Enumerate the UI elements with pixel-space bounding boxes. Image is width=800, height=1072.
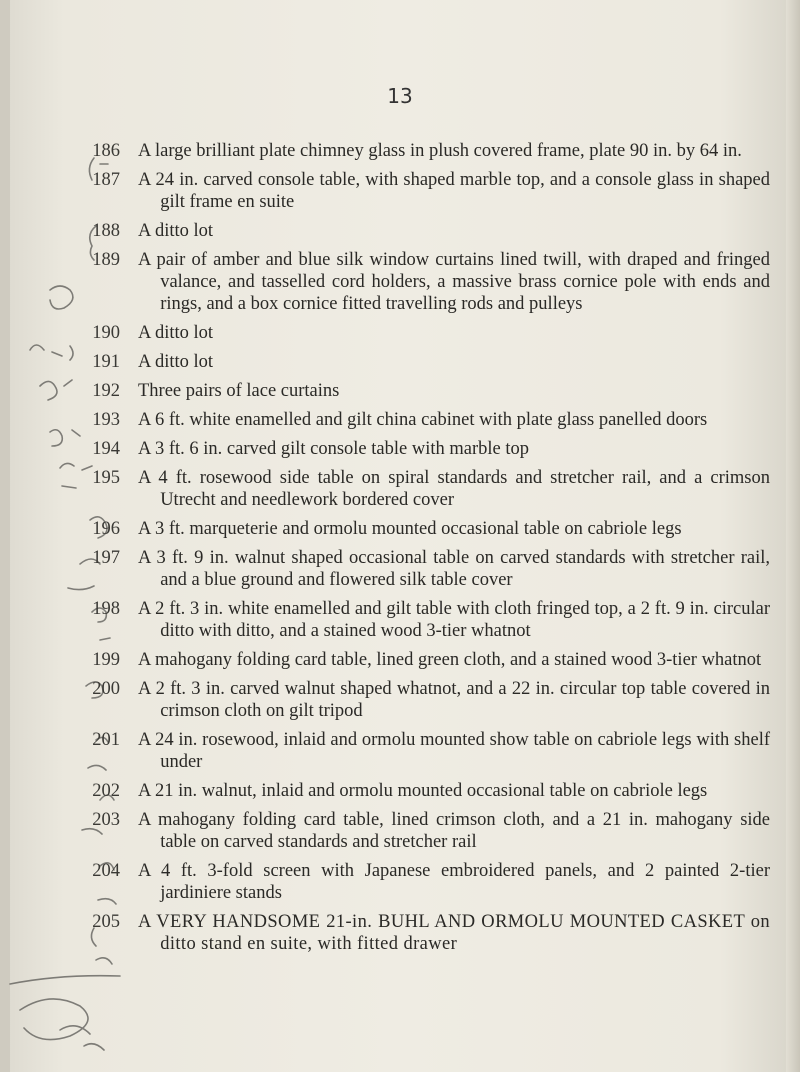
lot-entry <box>60 547 770 591</box>
lot-description: A mahogany folding card table, lined green cloth, and a stained wood 3-tier whatnot <box>138 650 762 670</box>
lot-number: 205 <box>92 912 120 932</box>
lot-description: A large brilliant plate chimney glass in plush covered frame, plate 90 in. by 64 in. <box>138 141 742 161</box>
lot-number: 198 <box>92 599 120 619</box>
lot-description: A 21 in. walnut, inlaid and ormolu mounted occasional table on cabriole legs <box>138 781 708 801</box>
lot-entry <box>60 729 770 773</box>
lot-entry <box>60 598 770 642</box>
lot-description: A mahogany folding card table, lined crimson cloth, and a 21 in. mahogany side table on carved standards and stretcher rail <box>138 810 770 852</box>
lot-number: 194 <box>92 439 120 459</box>
lot-description: A 3 ft. marqueterie and ormolu mounted occasional table on cabriole legs <box>138 519 682 539</box>
lot-number: 203 <box>92 810 120 830</box>
lot-number: 199 <box>92 650 120 670</box>
lot-list <box>60 140 770 962</box>
lot-entry <box>60 678 770 722</box>
lot-entry <box>60 409 770 431</box>
lot-entry <box>60 649 770 671</box>
lot-entry <box>60 438 770 460</box>
lot-description: A ditto lot <box>138 221 214 241</box>
lot-number: 193 <box>92 410 120 430</box>
lot-entry <box>60 780 770 802</box>
lot-entry <box>60 351 770 373</box>
lot-entry <box>60 518 770 540</box>
lot-number: 189 <box>92 250 120 270</box>
lot-entry <box>60 140 770 162</box>
lot-number: 202 <box>92 781 120 801</box>
lot-number: 187 <box>92 170 120 190</box>
lot-description: A 2 ft. 3 in. white enamelled and gilt table with cloth fringed top, a 2 ft. 9 in. circular ditto with ditto, and a stained wood 3-tier whatnot <box>138 599 770 641</box>
lot-description: A 6 ft. white enamelled and gilt china cabinet with plate glass panelled doors <box>138 410 708 430</box>
lot-description: A 2 ft. 3 in. carved walnut shaped whatnot, and a 22 in. circular top table covered in crimson cloth on gilt tripod <box>138 679 770 721</box>
page-right-edge <box>786 0 800 1072</box>
lot-number: 201 <box>92 730 120 750</box>
lot-entry <box>60 380 770 402</box>
lot-entry <box>60 860 770 904</box>
lot-description: A VERY HANDSOME 21-in. BUHL AND ORMOLU MOUNTED CASKET on ditto stand en suite, with fitted drawer <box>138 912 770 954</box>
lot-number: 196 <box>92 519 120 539</box>
lot-number: 188 <box>92 221 120 241</box>
lot-entry <box>60 467 770 511</box>
lot-number: 191 <box>92 352 120 372</box>
lot-number: 190 <box>92 323 120 343</box>
lot-number: 204 <box>92 861 120 881</box>
lot-entry <box>60 911 770 955</box>
lot-description: A 24 in. carved console table, with shaped marble top, and a console glass in shaped gilt frame en suite <box>138 170 770 212</box>
lot-number: 195 <box>92 468 120 488</box>
lot-number: 197 <box>92 548 120 568</box>
lot-entry <box>60 249 770 315</box>
page-number: 13 <box>387 84 413 108</box>
lot-description: A 24 in. rosewood, inlaid and ormolu mounted show table on cabriole legs with shelf under <box>138 730 770 772</box>
lot-number: 200 <box>92 679 120 699</box>
lot-number: 186 <box>92 141 120 161</box>
lot-number: 192 <box>92 381 120 401</box>
lot-description: A ditto lot <box>138 352 214 372</box>
lot-description: A 3 ft. 9 in. walnut shaped occasional table on carved standards with stretcher rail, and a blue ground and flowered silk table cover <box>138 548 770 590</box>
lot-description: A 3 ft. 6 in. carved gilt console table with marble top <box>138 439 529 459</box>
lot-description: A ditto lot <box>138 323 214 343</box>
lot-entry <box>60 220 770 242</box>
lot-description: A 4 ft. 3-fold screen with Japanese embroidered panels, and 2 painted 2-tier jardiniere stands <box>138 861 770 903</box>
lot-description: Three pairs of lace curtains <box>138 381 340 401</box>
lot-entry <box>60 169 770 213</box>
lot-entry <box>60 809 770 853</box>
lot-description: A pair of amber and blue silk window curtains lined twill, with draped and fringed valance, and tasselled cord holders, a massive brass cornice pole with ends and rings, and a box cornice fitted travelling rods and pulleys <box>138 250 770 314</box>
lot-entry <box>60 322 770 344</box>
lot-description: A 4 ft. rosewood side table on spiral standards and stretcher rail, and a crimson Utrecht and needlework bordered cover <box>138 468 770 510</box>
